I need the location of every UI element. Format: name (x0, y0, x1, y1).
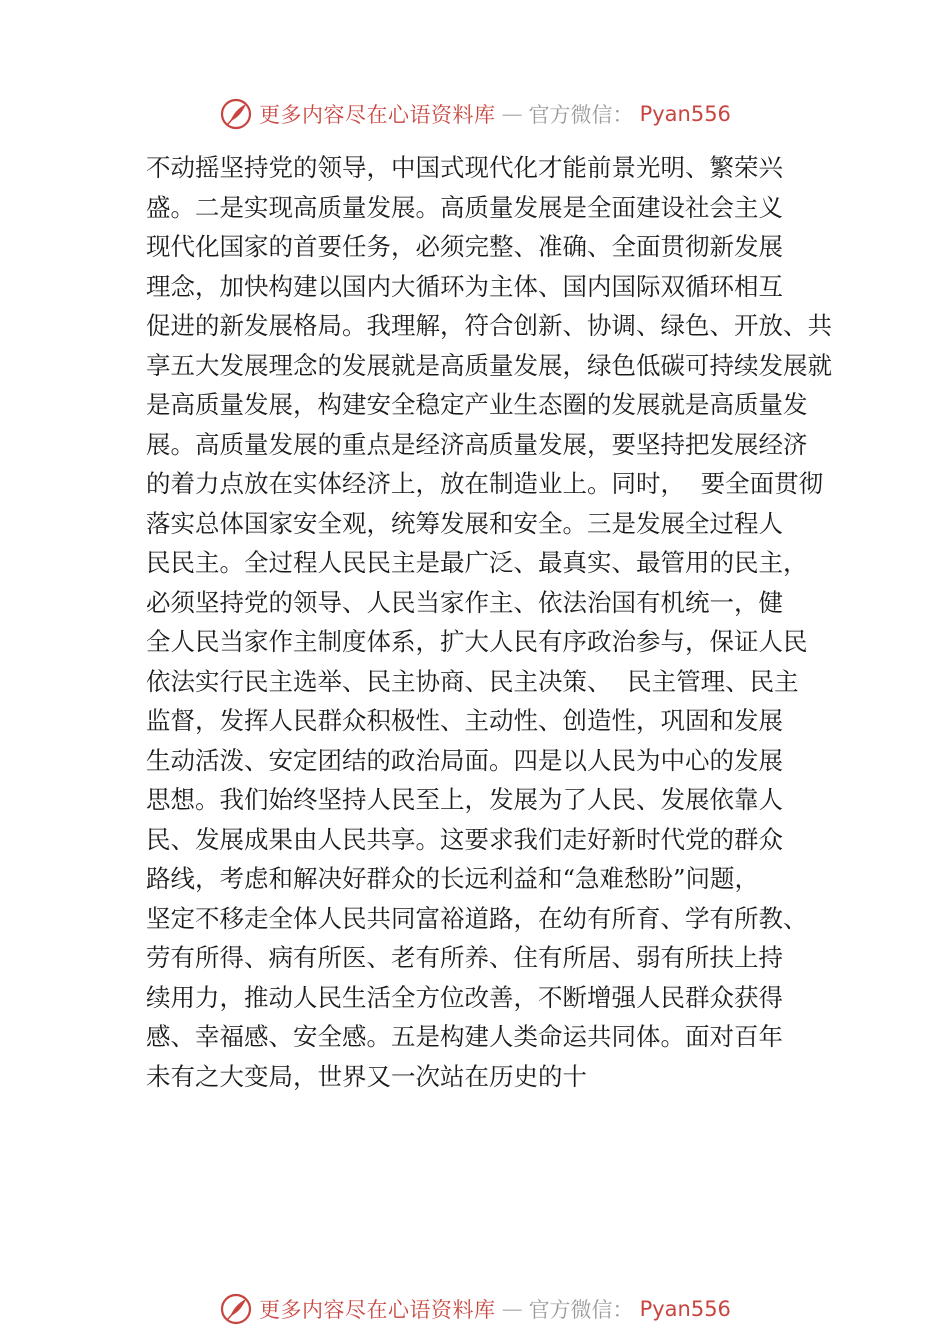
document-body (146, 148, 832, 1096)
text-line: 必须坚持党的领导、人民当家作主、依法治国有机统一，健 (146, 587, 783, 617)
text-line: 劳有所得、病有所医、老有所养、住有所居、弱有所扶上持 (146, 943, 783, 972)
text-line: 未有之大变局，世界又一次站在历史的十 (146, 1061, 587, 1091)
text-line: 展。高质量发展的重点是经济高质量发展，要坚持把发展经济 (146, 429, 808, 459)
text-line: 促进的新发展格局。我理解，符合创新、协调、绿色、开放、共 (146, 311, 832, 340)
watermark-wechat-id: Pyan556 (639, 1297, 731, 1321)
watermark-wechat-id: Pyan556 (639, 102, 731, 126)
feather-quill-icon (219, 97, 253, 131)
text-line: 享五大发展理念的发展就是高质量发展，绿色低碳可持续发展就 (146, 350, 832, 380)
text-line: 依法实行民主选举、民主协商、民主决策、 民主管理、民主 (146, 666, 799, 696)
text-line: 全人民当家作主制度体系，扩大人民有序政治参与，保证人民 (146, 627, 808, 656)
text-line: 盛。二是实现高质量发展。高质量发展是全面建设社会主义 (146, 192, 783, 222)
text-line: 监督，发挥人民群众积极性、主动性、创造性，巩固和发展 (146, 706, 783, 735)
text-line: 是高质量发展，构建安全稳定产业生态圈的发展就是高质量发 (146, 390, 808, 419)
watermark-official-label: 官方微信： (528, 103, 634, 127)
text-line: 续用力，推动人民生活全方位改善，不断增强人民群众获得 (146, 982, 783, 1012)
text-line: 路线，考虑和解决好群众的长远利益和“急难愁盼”问题， (146, 864, 760, 893)
text-line: 民民主。全过程人民民主是最广泛、最真实、最管用的民主， (146, 548, 808, 577)
text-line: 不动摇坚持党的领导，中国式现代化才能前景光明、繁荣兴 (146, 153, 783, 182)
text-line: 生动活泼、安定团结的政治局面。四是以人民为中心的发展 (146, 745, 783, 775)
watermark-dash: — (501, 102, 523, 126)
text-line: 民、发展成果由人民共享。这要求我们走好新时代党的群众 (146, 824, 783, 854)
footer-watermark (0, 1289, 950, 1329)
text-line: 的着力点放在实体经济上，放在制造业上。同时， 要全面贯彻 (146, 469, 824, 498)
watermark-official-label: 官方微信： (528, 1298, 634, 1322)
header-watermark (0, 94, 950, 134)
text-line: 落实总体国家安全观，统筹发展和安全。三是发展全过程人 (146, 508, 783, 538)
text-line: 感、幸福感、安全感。五是构建人类命运共同体。面对百年 (146, 1022, 783, 1051)
watermark-site-text: 更多内容尽在心语资料库 (259, 1298, 496, 1322)
feather-quill-icon (219, 1292, 253, 1326)
watermark-dash: — (501, 1297, 523, 1321)
text-line: 理念，加快构建以国内大循环为主体、国内国际双循环相互 (146, 271, 783, 301)
watermark-site-text: 更多内容尽在心语资料库 (259, 103, 496, 127)
text-line: 思想。我们始终坚持人民至上，发展为了人民、发展依靠人 (146, 785, 783, 814)
text-line: 坚定不移走全体人民共同富裕道路，在幼有所育、学有所教、 (146, 903, 808, 933)
text-line: 现代化国家的首要任务，必须完整、准确、全面贯彻新发展 (146, 232, 783, 261)
